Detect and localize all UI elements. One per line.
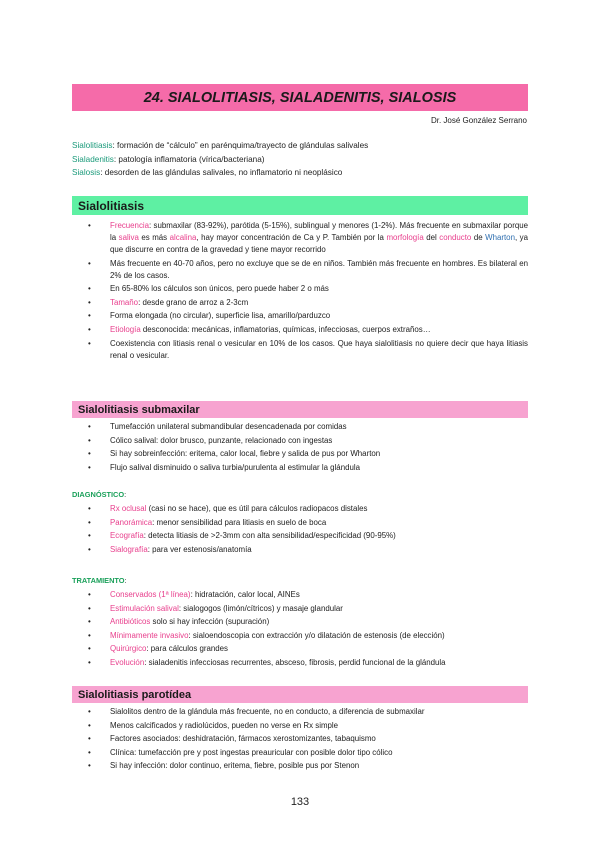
list-item: • Tamaño: desde grano de arroz a 2-3cm xyxy=(88,297,528,309)
definition-sialadenitis: Sialadenitis: patología inflamatoria (vírica/bacteriana) xyxy=(72,154,265,164)
list-item: • Más frecuente en 40-70 años, pero no excluye que se de en niños. También más frecuente en hombres. Es bilateral en 2% de los casos. xyxy=(88,258,528,282)
sialolitiasis-list xyxy=(88,220,528,363)
list-item: • En 65-80% los cálculos son únicos, pero puede haber 2 o más xyxy=(88,283,528,295)
page-title-bar xyxy=(72,84,528,111)
list-item: • Forma elongada (no circular), superficie lisa, amarillo/parduzco xyxy=(88,310,528,322)
list-item: • Factores asociados: deshidratación, fármacos xerostomizantes, tabaquismo xyxy=(88,733,528,745)
list-item: • Mínimamente invasivo: sialoendoscopia con extracción y/o dilatación de estenosis (de elección) xyxy=(88,630,528,642)
list-item: • Rx oclusal (casi no se hace), que es útil para cálculos radiopacos distales xyxy=(88,503,528,515)
definitions xyxy=(72,139,532,180)
list-item: • Frecuencia: submaxilar (83-92%), parótida (5-15%), sublingual y menores (1-2%). Más frecuente en submaxilar porque la saliva es más alcalina, hay mayor concentración de Ca y P. También por la morfología del conducto de Wharton, ya que discurre en contra de la gravedad y tiene mayor recorrido xyxy=(88,220,528,256)
section-heading-sialolitiasis: Sialolitiasis xyxy=(72,196,528,215)
list-item: • Si hay infección: dolor continuo, eritema, fiebre, posible pus por Stenon xyxy=(88,760,528,772)
section-heading-parotidea: Sialolitiasis parotídea xyxy=(72,686,528,703)
list-item: • Clínica: tumefacción pre y post ingestas preauricular con posible dolor tipo cólico xyxy=(88,747,528,759)
diagnostico-list xyxy=(88,503,528,557)
list-item: • Cólico salival: dolor brusco, punzante, relacionado con ingestas xyxy=(88,435,528,447)
list-item: • Sialolitos dentro de la glándula más frecuente, no en conducto, a diferencia de submaxilar xyxy=(88,706,528,718)
list-item: • Evolución: sialadenitis infecciosas recurrentes, absceso, fibrosis, perdid funcional de la glándula xyxy=(88,657,528,669)
tratamiento-list xyxy=(88,589,528,671)
section-heading-submaxilar: Sialolitiasis submaxilar xyxy=(72,401,528,418)
diagnostico-heading: DIAGNÓSTICO: xyxy=(72,490,127,499)
list-item: • Etiología desconocida: mecánicas, inflamatorias, químicas, infecciosas, cuerpos extraños… xyxy=(88,324,528,336)
author: Dr. José González Serrano xyxy=(430,116,527,125)
list-item: • Conservados (1ª línea): hidratación, calor local, AINEs xyxy=(88,589,528,601)
list-item: • Coexistencia con litiasis renal o vesicular en 10% de los casos. Que haya sialolitiasis no quiere decir que haya litiasis renal o vesicular. xyxy=(88,338,528,362)
definition-sialolitiasis: Sialolitiasis: formación de “cálculo” en parénquima/trayecto de glándulas salivales xyxy=(72,141,369,150)
list-item: • Flujo salival disminuido o saliva turbia/purulenta al estimular la glándula xyxy=(88,462,528,474)
list-item: • Ecografía: detecta litiasis de >2-3mm con alta sensibilidad/especificidad (90-95%) xyxy=(88,530,528,542)
tratamiento-heading: TRATAMIENTO: xyxy=(72,576,127,585)
page-title: 24. SIALOLITIASIS, SIALADENITIS, SIALOSIS xyxy=(143,89,457,106)
list-item: • Estimulación salival: sialogogos (limón/cítricos) y masaje glandular xyxy=(88,603,528,615)
parotidea-list xyxy=(88,706,528,774)
list-item: • Sialografía: para ver estenosis/anatomía xyxy=(88,544,528,556)
definition-sialosis: Sialosis: desorden de las glándulas salivales, no inflamatorio ni neoplásico xyxy=(72,168,343,177)
list-item: • Quirúrgico: para cálculos grandes xyxy=(88,643,528,655)
list-item: • Menos calcificados y radiolúcidos, pueden no verse en Rx simple xyxy=(88,720,528,732)
list-item: • Antibióticos solo si hay infección (supuración) xyxy=(88,616,528,628)
list-item: • Tumefacción unilateral submandibular desencadenada por comidas xyxy=(88,421,528,433)
submaxilar-list xyxy=(88,421,528,475)
list-item: • Panorámica: menor sensibilidad para litiasis en suelo de boca xyxy=(88,517,528,529)
page-number: 133 xyxy=(290,796,310,808)
list-item: • Si hay sobreinfección: eritema, calor local, fiebre y salida de pus por Wharton xyxy=(88,448,528,460)
